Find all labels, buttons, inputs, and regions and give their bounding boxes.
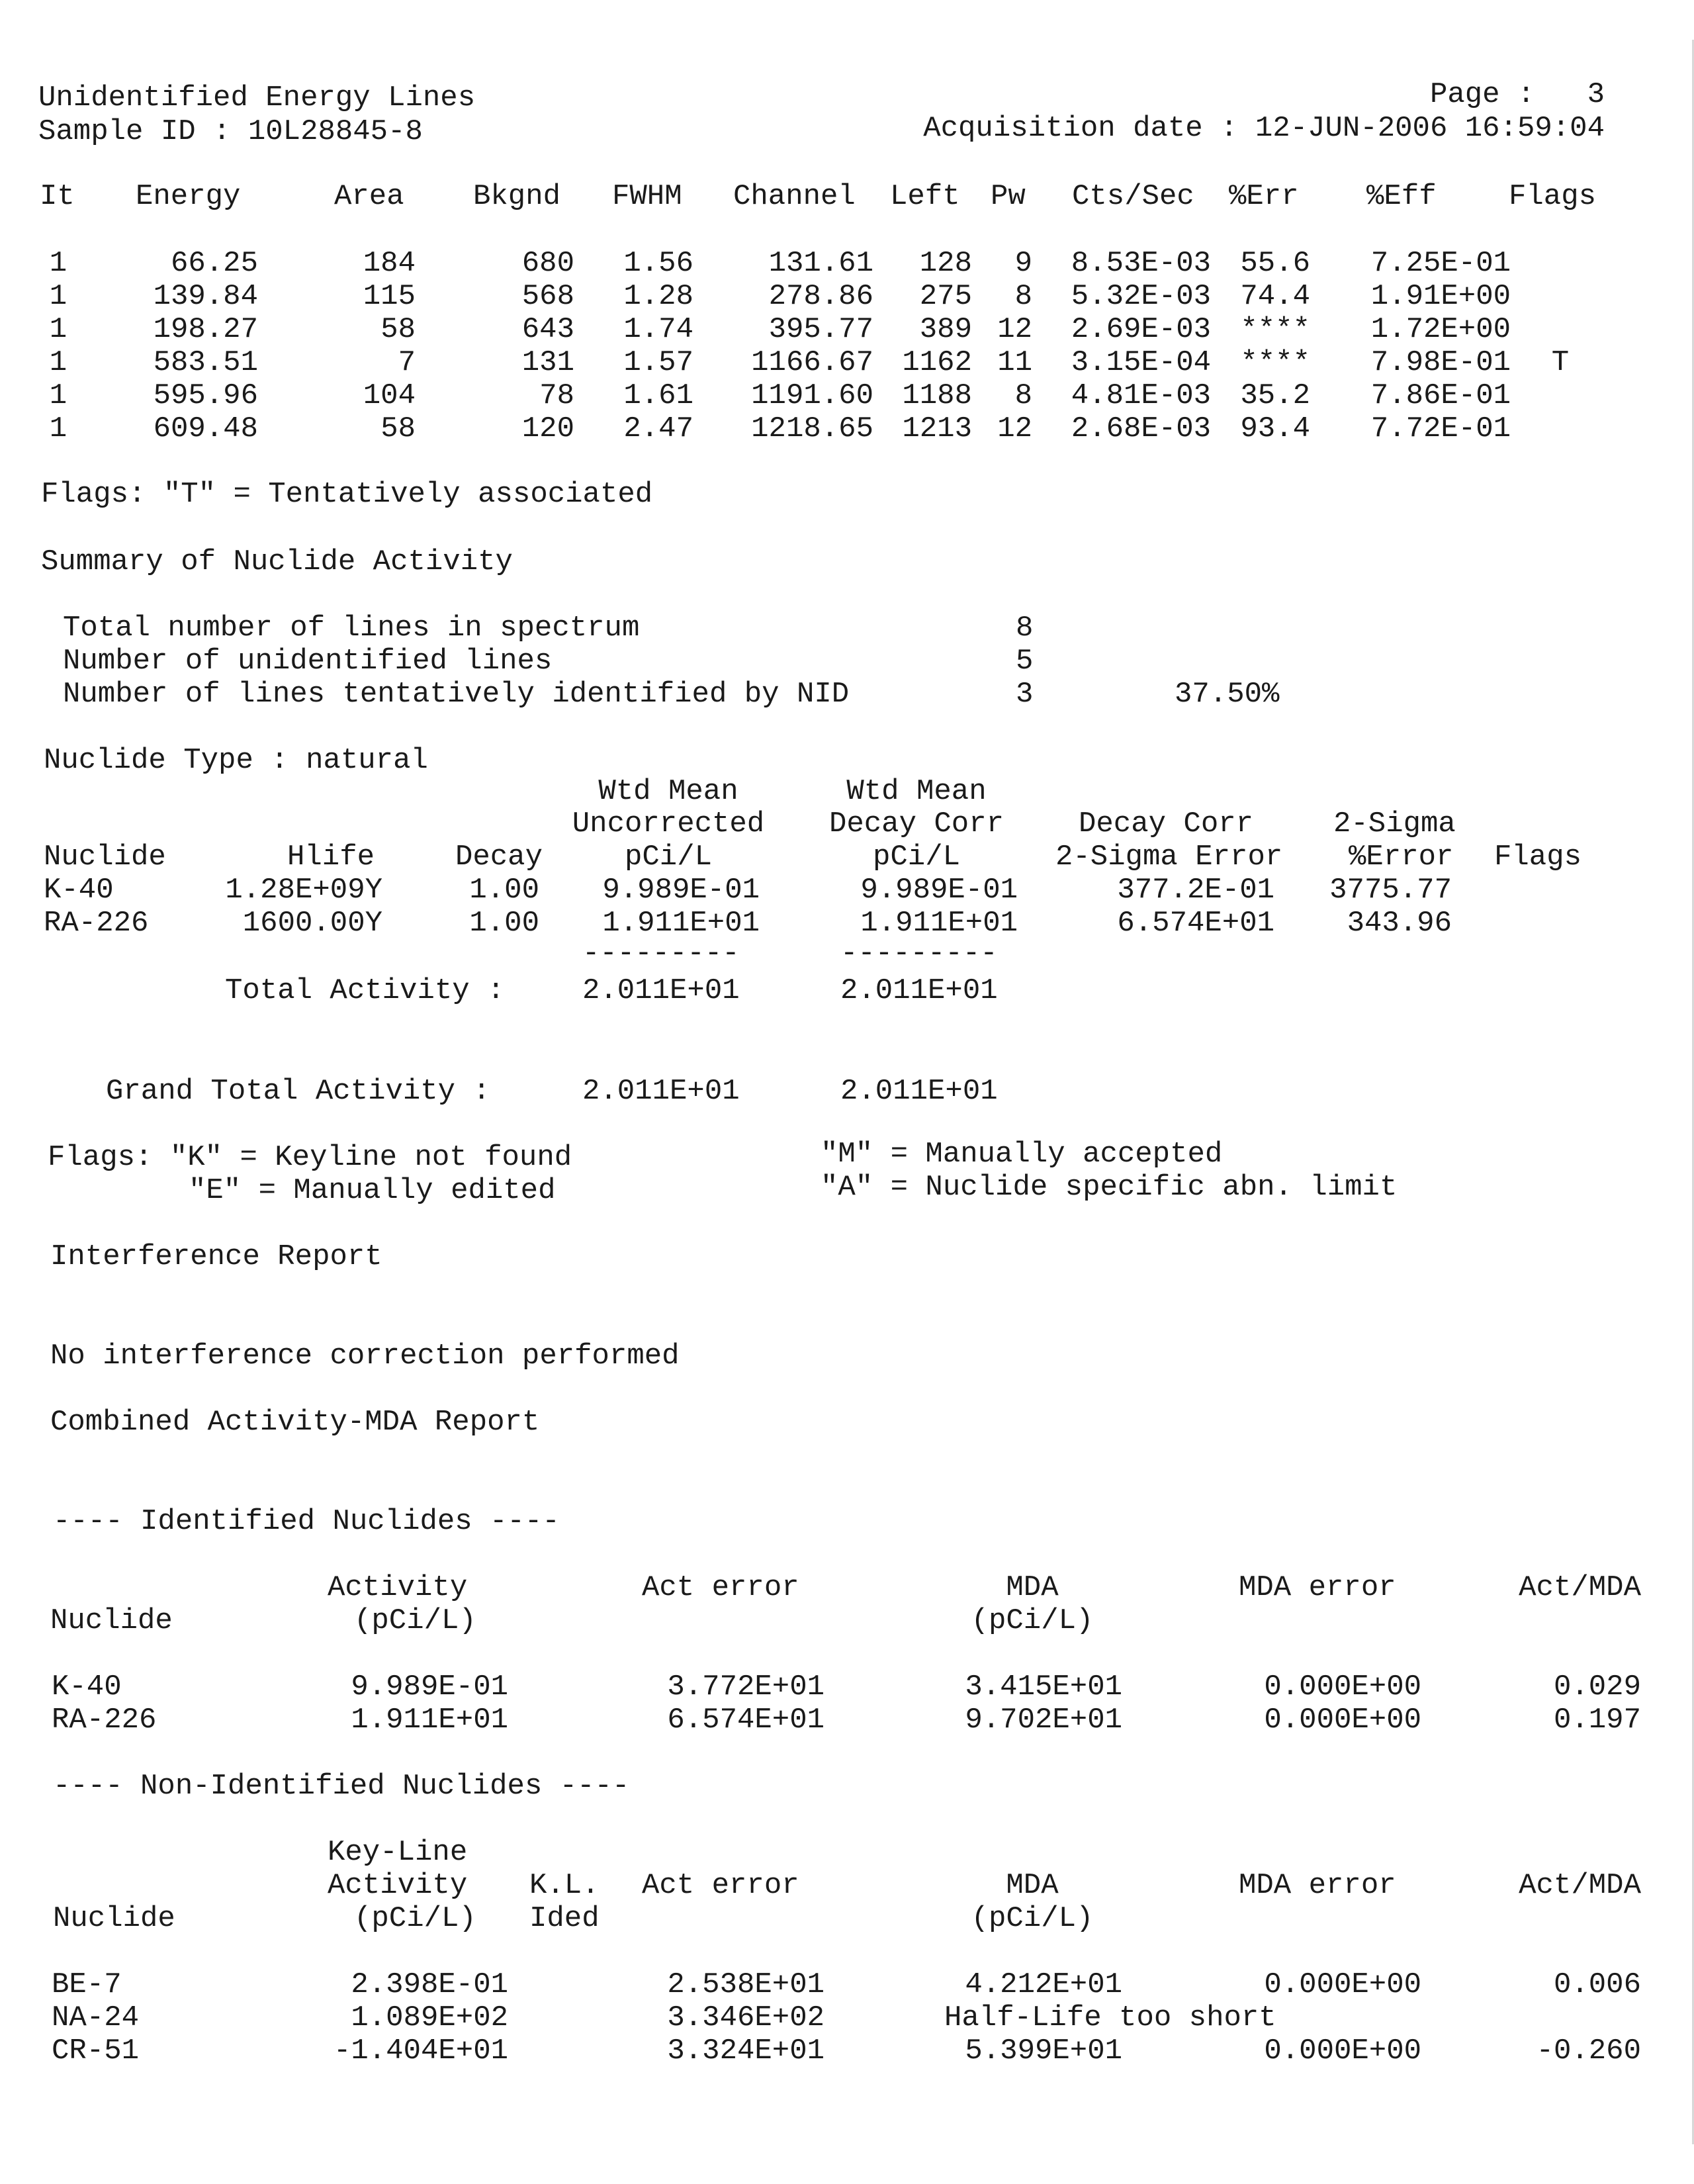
flag-a-legend: "A" = Nuclide specific abn. limit bbox=[821, 1171, 1398, 1204]
table-cell: 66.25 bbox=[170, 247, 258, 280]
table-cell: NA-24 bbox=[52, 2001, 140, 2034]
summary-title: Summary of Nuclide Activity bbox=[41, 545, 513, 578]
table-cell: 128 bbox=[919, 247, 972, 280]
flag-m-legend: "M" = Manually accepted bbox=[821, 1138, 1223, 1171]
table-cell: 1188 bbox=[902, 379, 972, 412]
header-mda-unit: (pCi/L) bbox=[971, 1902, 1094, 1935]
table-cell: 1.91E+00 bbox=[1370, 280, 1511, 313]
nuclide-cell: 9.989E-01 bbox=[602, 874, 760, 907]
column-header: FWHM bbox=[612, 180, 682, 213]
identified-nuclides-title: ---- Identified Nuclides ---- bbox=[53, 1505, 560, 1538]
header-mda-error: MDA error bbox=[1239, 1869, 1396, 1902]
header-decay-corr-2sigma: Decay Corr bbox=[1079, 807, 1254, 841]
table-cell: 7.86E-01 bbox=[1370, 379, 1511, 412]
table-cell: 8 bbox=[1014, 379, 1032, 412]
table-cell: 8.53E-03 bbox=[1071, 247, 1211, 280]
header-pct-error: %Error bbox=[1349, 841, 1454, 874]
table-cell: 4.81E-03 bbox=[1071, 379, 1211, 412]
total-lines-label: Total number of lines in spectrum bbox=[63, 612, 640, 645]
header-flags: Flags bbox=[1494, 841, 1582, 874]
header-mda: MDA bbox=[1006, 1571, 1059, 1604]
header-decay: Decay bbox=[455, 841, 543, 874]
table-cell: 2.47 bbox=[623, 412, 693, 445]
table-cell: 115 bbox=[363, 280, 416, 313]
table-cell: 583.51 bbox=[153, 346, 258, 379]
table-cell: 198.27 bbox=[153, 313, 258, 346]
table-cell: 6.574E+01 bbox=[667, 1704, 825, 1737]
table-cell: 1166.67 bbox=[751, 346, 873, 379]
header-activity: Activity bbox=[328, 1869, 468, 1902]
header-act-mda: Act/MDA bbox=[1519, 1869, 1641, 1902]
nuclide-cell: 1.00 bbox=[469, 907, 539, 940]
table-cell: 3.415E+01 bbox=[965, 1670, 1122, 1704]
nuclide-type: Nuclide Type : natural bbox=[44, 744, 428, 777]
table-cell: 1 bbox=[49, 247, 67, 280]
table-cell: -0.260 bbox=[1536, 2034, 1641, 2068]
table-cell: 3.772E+01 bbox=[667, 1670, 825, 1704]
nuclide-cell: 3775.77 bbox=[1329, 874, 1452, 907]
table-cell: K-40 bbox=[52, 1670, 122, 1704]
table-cell: 609.48 bbox=[153, 412, 258, 445]
table-cell: 12 bbox=[997, 412, 1032, 445]
combined-report-title: Combined Activity-MDA Report bbox=[50, 1406, 540, 1439]
table-cell: 1.57 bbox=[623, 346, 693, 379]
report-title: Unidentified Energy Lines bbox=[38, 81, 476, 114]
page-number: Page : 3 bbox=[1429, 78, 1605, 111]
table-cell: 55.6 bbox=[1240, 247, 1310, 280]
header-2-sigma: 2-Sigma bbox=[1333, 807, 1456, 841]
table-cell: 78 bbox=[539, 379, 574, 412]
header-activity-unit: (pCi/L) bbox=[354, 1604, 476, 1637]
column-header: Energy bbox=[136, 180, 241, 213]
table-cell: 104 bbox=[363, 379, 416, 412]
table-cell: 1.28 bbox=[623, 280, 693, 313]
column-header: %Err bbox=[1229, 180, 1299, 213]
table-cell: 1 bbox=[49, 346, 67, 379]
tentative-lines-label: Number of lines tentatively identified by NID bbox=[63, 678, 850, 711]
table-cell: 680 bbox=[521, 247, 574, 280]
nuclide-cell: 377.2E-01 bbox=[1117, 874, 1274, 907]
total-activity-label: Total Activity : bbox=[225, 974, 505, 1007]
table-cell: 131 bbox=[521, 346, 574, 379]
header-activity: Activity bbox=[328, 1571, 468, 1604]
header-nuclide: Nuclide bbox=[44, 841, 166, 874]
table-cell: 5.399E+01 bbox=[965, 2034, 1122, 2068]
header-wtd-mean-2: Wtd Mean bbox=[846, 775, 987, 808]
table-cell: 7 bbox=[398, 346, 416, 379]
table-cell: 93.4 bbox=[1240, 412, 1310, 445]
table-cell: 74.4 bbox=[1240, 280, 1310, 313]
nuclide-cell: 1.00 bbox=[469, 874, 539, 907]
table-cell: 3.346E+02 bbox=[667, 2001, 825, 2034]
table-cell: 11 bbox=[997, 346, 1032, 379]
sample-id: Sample ID : 10L28845-8 bbox=[38, 115, 423, 148]
header-pci-l-2: pCi/L bbox=[872, 841, 961, 874]
table-cell: 275 bbox=[919, 280, 972, 313]
table-cell: 1191.60 bbox=[751, 379, 873, 412]
header-wtd-mean: Wtd Mean bbox=[598, 775, 738, 808]
column-header: Area bbox=[334, 180, 404, 213]
column-header: Flags bbox=[1509, 180, 1597, 213]
table-cell: 131.61 bbox=[768, 247, 873, 280]
table-cell: 1.911E+01 bbox=[351, 1704, 508, 1737]
table-cell: 0.197 bbox=[1553, 1704, 1641, 1737]
table-cell: 9.702E+01 bbox=[965, 1704, 1122, 1737]
header-key-line: Key-Line bbox=[328, 1836, 468, 1869]
acquisition-date: Acquisition date : 12-JUN-2006 16:59:04 bbox=[923, 112, 1605, 145]
dash-separator: --------- bbox=[840, 937, 998, 970]
unidentified-lines-label: Number of unidentified lines bbox=[63, 645, 553, 678]
table-cell: 389 bbox=[919, 313, 972, 346]
header-act-mda: Act/MDA bbox=[1519, 1571, 1641, 1604]
table-cell: RA-226 bbox=[52, 1704, 157, 1737]
table-cell: 1.72E+00 bbox=[1370, 313, 1511, 346]
nuclide-cell: 1.28E+09Y bbox=[225, 874, 382, 907]
table-cell: T bbox=[1551, 346, 1570, 379]
table-cell: 184 bbox=[363, 247, 416, 280]
flag-k-legend: Flags: "K" = Keyline not found bbox=[48, 1141, 572, 1174]
table-cell: -1.404E+01 bbox=[333, 2034, 508, 2068]
dash-separator: --------- bbox=[582, 937, 740, 970]
table-cell: 1 bbox=[49, 412, 67, 445]
table-cell: 3.324E+01 bbox=[667, 2034, 825, 2068]
table-cell: 2.69E-03 bbox=[1071, 313, 1211, 346]
column-header: It bbox=[40, 180, 75, 213]
header-2sigma-error: 2-Sigma Error bbox=[1055, 841, 1283, 874]
table-cell: 9.989E-01 bbox=[351, 1670, 508, 1704]
tentative-lines-percent: 37.50% bbox=[1175, 678, 1280, 711]
header-activity-unit: (pCi/L) bbox=[354, 1902, 476, 1935]
header-pci-l: pCi/L bbox=[624, 841, 713, 874]
table-cell: BE-7 bbox=[52, 1968, 122, 2001]
non-identified-nuclides-title: ---- Non-Identified Nuclides ---- bbox=[53, 1770, 630, 1803]
table-cell: 35.2 bbox=[1240, 379, 1310, 412]
table-cell: 0.006 bbox=[1553, 1968, 1641, 2001]
header-kl: K.L. bbox=[529, 1869, 600, 1902]
table-cell: 7.72E-01 bbox=[1370, 412, 1511, 445]
table-cell: 120 bbox=[521, 412, 574, 445]
column-header: %Eff bbox=[1366, 180, 1437, 213]
table-cell: 1.61 bbox=[623, 379, 693, 412]
header-act-error: Act error bbox=[642, 1571, 799, 1604]
total-activity-corrected: 2.011E+01 bbox=[840, 974, 998, 1007]
table-cell: 58 bbox=[380, 313, 416, 346]
table-cell: **** bbox=[1240, 313, 1310, 346]
table-cell: 8 bbox=[1014, 280, 1032, 313]
table-cell: 7.98E-01 bbox=[1370, 346, 1511, 379]
interference-message: No interference correction performed bbox=[50, 1340, 680, 1373]
table-cell: 5.32E-03 bbox=[1071, 280, 1211, 313]
table-cell: 395.77 bbox=[768, 313, 873, 346]
grand-total-label: Grand Total Activity : bbox=[106, 1075, 490, 1108]
table-cell: 1213 bbox=[902, 412, 972, 445]
header-mda-error: MDA error bbox=[1239, 1571, 1396, 1604]
header-nuclide: Nuclide bbox=[50, 1604, 173, 1637]
nuclide-cell: 9.989E-01 bbox=[860, 874, 1018, 907]
table-cell: 1 bbox=[49, 313, 67, 346]
header-act-error: Act error bbox=[642, 1869, 799, 1902]
table-cell: 0.000E+00 bbox=[1264, 1968, 1421, 2001]
header-uncorrected: Uncorrected bbox=[572, 807, 765, 841]
column-header: Bkgnd bbox=[473, 180, 561, 213]
table-cell: CR-51 bbox=[52, 2034, 140, 2068]
table-cell: 1162 bbox=[902, 346, 972, 379]
table-cell: 0.000E+00 bbox=[1264, 1670, 1421, 1704]
header-decay-corr: Decay Corr bbox=[828, 807, 1004, 841]
table-cell: 2.68E-03 bbox=[1071, 412, 1211, 445]
table-cell: 1 bbox=[49, 379, 67, 412]
total-lines-value: 8 bbox=[1016, 612, 1034, 645]
total-activity-uncorrected: 2.011E+01 bbox=[582, 974, 740, 1007]
table-cell: 278.86 bbox=[768, 280, 873, 313]
header-hlife: Hlife bbox=[287, 841, 375, 874]
nuclide-cell: K-40 bbox=[44, 874, 114, 907]
flag-e-legend: "E" = Manually edited bbox=[189, 1174, 556, 1207]
table-cell: 1.089E+02 bbox=[351, 2001, 508, 2034]
table-cell: 2.398E-01 bbox=[351, 1968, 508, 2001]
table-cell: 1.56 bbox=[623, 247, 693, 280]
nuclide-cell: 1.911E+01 bbox=[602, 907, 760, 940]
grand-total-corrected: 2.011E+01 bbox=[840, 1075, 998, 1108]
flags-note: Flags: "T" = Tentatively associated bbox=[41, 478, 653, 511]
table-cell: 1.74 bbox=[623, 313, 693, 346]
table-cell: 9 bbox=[1014, 247, 1032, 280]
nuclide-cell: RA-226 bbox=[44, 907, 149, 940]
header-nuclide: Nuclide bbox=[53, 1902, 175, 1935]
table-cell: 0.000E+00 bbox=[1264, 1704, 1421, 1737]
column-header: Left bbox=[890, 180, 960, 213]
nuclide-cell: 1.911E+01 bbox=[860, 907, 1018, 940]
table-cell: 568 bbox=[521, 280, 574, 313]
column-header: Pw bbox=[991, 180, 1026, 213]
table-cell: 595.96 bbox=[153, 379, 258, 412]
nuclide-cell: 6.574E+01 bbox=[1117, 907, 1274, 940]
table-cell: Half-Life too short bbox=[944, 2001, 1276, 2034]
nuclide-cell: 1600.00Y bbox=[242, 907, 382, 940]
column-header: Cts/Sec bbox=[1072, 180, 1194, 213]
table-cell: 3.15E-04 bbox=[1071, 346, 1211, 379]
header-mda-unit: (pCi/L) bbox=[971, 1604, 1094, 1637]
table-cell: **** bbox=[1240, 346, 1310, 379]
column-header: Channel bbox=[733, 180, 856, 213]
table-cell: 139.84 bbox=[153, 280, 258, 313]
table-cell: 12 bbox=[997, 313, 1032, 346]
table-cell: 4.212E+01 bbox=[965, 1968, 1122, 2001]
table-cell: 2.538E+01 bbox=[667, 1968, 825, 2001]
table-cell: 1 bbox=[49, 280, 67, 313]
nuclide-cell: 343.96 bbox=[1347, 907, 1452, 940]
unidentified-lines-value: 5 bbox=[1016, 645, 1034, 678]
grand-total-uncorrected: 2.011E+01 bbox=[582, 1075, 740, 1108]
table-cell: 58 bbox=[380, 412, 416, 445]
table-cell: 1218.65 bbox=[751, 412, 873, 445]
table-cell: 7.25E-01 bbox=[1370, 247, 1511, 280]
table-cell: 0.000E+00 bbox=[1264, 2034, 1421, 2068]
table-cell: 0.029 bbox=[1553, 1670, 1641, 1704]
header-ided: Ided bbox=[529, 1902, 600, 1935]
table-cell: 643 bbox=[521, 313, 574, 346]
header-mda: MDA bbox=[1006, 1869, 1059, 1902]
interference-title: Interference Report bbox=[50, 1240, 382, 1273]
tentative-lines-value: 3 bbox=[1016, 678, 1034, 711]
